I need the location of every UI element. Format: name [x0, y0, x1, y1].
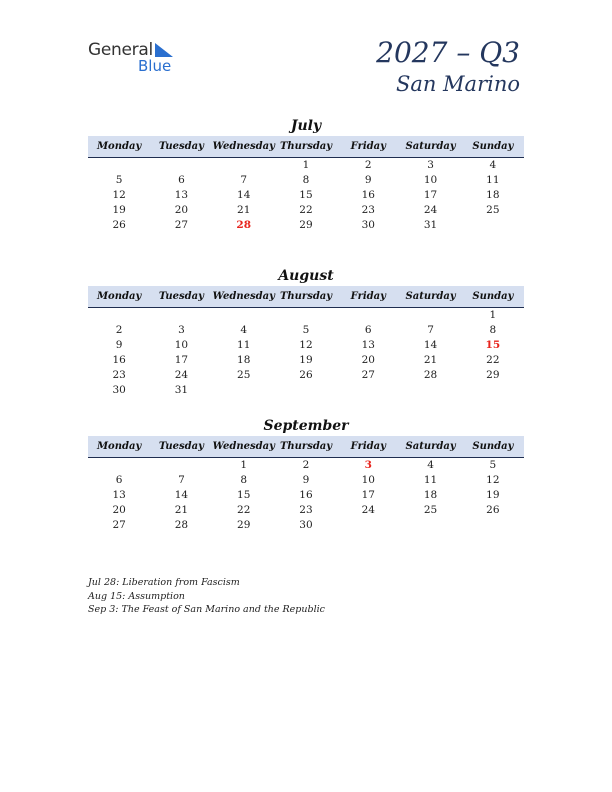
- day-cell: 28: [236, 219, 252, 231]
- weekday-label: Monday: [96, 141, 142, 152]
- day-cell: 21: [237, 204, 251, 216]
- day-cell: 2: [115, 324, 123, 336]
- weekday-header: [88, 136, 524, 158]
- day-cell: 5: [115, 174, 123, 186]
- day-cell: 14: [174, 489, 189, 501]
- day-cell: 25: [237, 369, 251, 381]
- week-row: [88, 458, 524, 473]
- day-cell: 5: [489, 459, 497, 471]
- week-row: [88, 158, 524, 173]
- day-cell: [337, 518, 399, 533]
- day-cell: 4: [489, 159, 497, 171]
- day-cell: 12: [486, 474, 500, 486]
- day-cell: 3: [427, 159, 434, 171]
- day-cell: 13: [112, 489, 126, 501]
- day-cell: 23: [112, 369, 126, 381]
- day-cell: 26: [486, 504, 500, 516]
- day-cell: 7: [240, 174, 248, 186]
- day-cell: [150, 458, 212, 473]
- day-cell: 22: [237, 504, 251, 516]
- day-cell: 16: [299, 489, 313, 501]
- day-cell: [88, 458, 150, 473]
- day-cell: [462, 518, 524, 533]
- day-cell: 17: [174, 354, 189, 366]
- day-cell: 30: [299, 519, 313, 531]
- day-cell: 30: [361, 219, 375, 231]
- day-cell: 18: [486, 189, 500, 201]
- day-cell: [337, 308, 399, 323]
- weekday-label: Saturday: [405, 291, 456, 302]
- weekday-label: Friday: [350, 141, 386, 152]
- day-cell: 26: [112, 219, 126, 231]
- day-cell: 21: [423, 354, 438, 366]
- logo-blue-text: Blue: [138, 57, 172, 75]
- day-cell: [213, 308, 275, 323]
- day-cell: [150, 308, 212, 323]
- day-cell: 22: [299, 204, 313, 216]
- day-cell: 10: [361, 474, 375, 486]
- day-cell: 29: [486, 369, 500, 381]
- day-cell: 28: [174, 519, 189, 531]
- day-cell: [213, 158, 275, 173]
- day-cell: 17: [361, 489, 375, 501]
- day-cell: 8: [302, 174, 310, 186]
- holiday-list: [88, 576, 325, 617]
- day-cell: 20: [112, 504, 126, 516]
- week-row: [88, 368, 524, 383]
- logo: [88, 40, 188, 76]
- day-cell: 26: [299, 369, 313, 381]
- week-row: [88, 383, 524, 398]
- day-cell: 24: [423, 204, 438, 216]
- day-cell: 21: [174, 504, 189, 516]
- day-cell: 10: [174, 339, 189, 351]
- month-august: [88, 266, 524, 398]
- day-cell: [275, 383, 337, 398]
- week-row: [88, 338, 524, 353]
- weekday-header: [88, 436, 524, 458]
- week-row: [88, 203, 524, 218]
- day-cell: 10: [423, 174, 438, 186]
- day-cell: 31: [174, 384, 189, 396]
- day-cell: 30: [112, 384, 126, 396]
- weekday-label: Friday: [350, 291, 386, 302]
- holiday-item: Jul 28: Liberation from Fascism: [88, 577, 240, 588]
- day-cell: 7: [178, 474, 185, 486]
- weekday-label: Saturday: [405, 441, 456, 452]
- month-name: August: [278, 268, 334, 284]
- day-cell: 19: [299, 354, 313, 366]
- day-cell: 31: [423, 219, 438, 231]
- day-cell: 5: [302, 324, 310, 336]
- weekday-label: Sunday: [472, 441, 514, 452]
- day-cell: 1: [489, 309, 497, 321]
- day-cell: 18: [423, 489, 438, 501]
- day-cell: 4: [427, 459, 434, 471]
- weekday-label: Monday: [96, 291, 142, 302]
- day-cell: [275, 308, 337, 323]
- day-cell: 9: [302, 474, 310, 486]
- day-cell: [462, 383, 524, 398]
- day-cell: 24: [174, 369, 189, 381]
- week-row: [88, 503, 524, 518]
- day-cell: 15: [299, 189, 313, 201]
- day-cell: 3: [178, 324, 185, 336]
- day-cell: 14: [237, 189, 251, 201]
- day-cell: 6: [178, 174, 185, 186]
- week-row: [88, 188, 524, 203]
- weekday-label: Wednesday: [212, 141, 275, 152]
- day-cell: 16: [361, 189, 375, 201]
- day-cell: 25: [486, 204, 500, 216]
- day-cell: 3: [364, 459, 372, 471]
- week-row: [88, 473, 524, 488]
- week-row: [88, 173, 524, 188]
- day-cell: 24: [361, 504, 375, 516]
- day-cell: 6: [115, 474, 123, 486]
- day-cell: 16: [112, 354, 126, 366]
- month-name: September: [263, 418, 349, 434]
- days-grid: [88, 458, 524, 533]
- day-cell: 8: [489, 324, 497, 336]
- weekday-label: Tuesday: [158, 441, 204, 452]
- day-cell: 20: [174, 204, 189, 216]
- day-cell: 15: [237, 489, 251, 501]
- weekday-label: Thursday: [279, 141, 333, 152]
- weekday-label: Sunday: [472, 141, 514, 152]
- day-cell: [88, 308, 150, 323]
- holiday-item: Aug 15: Assumption: [88, 590, 185, 602]
- day-cell: 1: [302, 159, 310, 171]
- day-cell: [213, 383, 275, 398]
- weekday-label: Sunday: [472, 291, 514, 302]
- day-cell: 23: [299, 504, 313, 516]
- day-cell: 15: [485, 339, 501, 351]
- day-cell: [399, 518, 461, 533]
- days-grid: [88, 158, 524, 233]
- day-cell: 12: [112, 189, 126, 201]
- day-cell: 19: [486, 489, 500, 501]
- day-cell: 2: [302, 459, 310, 471]
- weekday-label: Monday: [96, 441, 142, 452]
- day-cell: 29: [299, 219, 313, 231]
- week-row: [88, 518, 524, 533]
- week-row: [88, 488, 524, 503]
- day-cell: 19: [112, 204, 126, 216]
- day-cell: 11: [423, 474, 438, 486]
- day-cell: 29: [237, 519, 251, 531]
- weekday-label: Saturday: [405, 141, 456, 152]
- month-july: [88, 116, 524, 233]
- weekday-label: Wednesday: [212, 441, 275, 452]
- country-title: San Marino: [395, 72, 520, 96]
- quarter-title: 2027 – Q3: [376, 36, 520, 69]
- day-cell: 11: [237, 339, 251, 351]
- weekday-label: Tuesday: [158, 291, 204, 302]
- day-cell: 27: [361, 369, 375, 381]
- day-cell: 6: [364, 324, 372, 336]
- weekday-label: Wednesday: [212, 291, 275, 302]
- day-cell: [399, 383, 461, 398]
- day-cell: [462, 218, 524, 233]
- day-cell: 2: [364, 159, 372, 171]
- day-cell: 7: [427, 324, 434, 336]
- day-cell: 14: [423, 339, 438, 351]
- weekday-label: Friday: [350, 441, 386, 452]
- day-cell: 11: [486, 174, 500, 186]
- day-cell: 20: [361, 354, 375, 366]
- day-cell: [399, 308, 461, 323]
- week-row: [88, 218, 524, 233]
- logo-general-text: General: [88, 40, 153, 60]
- days-grid: [88, 308, 524, 398]
- weekday-label: Thursday: [279, 291, 333, 302]
- day-cell: 9: [364, 174, 372, 186]
- day-cell: 27: [174, 219, 189, 231]
- day-cell: 25: [423, 504, 438, 516]
- day-cell: 13: [361, 339, 375, 351]
- month-september: [88, 416, 524, 533]
- day-cell: 28: [423, 369, 438, 381]
- month-name: July: [290, 118, 322, 134]
- day-cell: 4: [240, 324, 248, 336]
- day-cell: [337, 383, 399, 398]
- page-title: [376, 36, 520, 98]
- day-cell: 1: [240, 459, 248, 471]
- day-cell: 9: [115, 339, 123, 351]
- day-cell: 8: [240, 474, 248, 486]
- week-row: [88, 308, 524, 323]
- holiday-item: Sep 3: The Feast of San Marino and the Republic: [88, 604, 325, 615]
- day-cell: 13: [174, 189, 189, 201]
- day-cell: 12: [299, 339, 313, 351]
- weekday-label: Thursday: [279, 441, 333, 452]
- weekday-header: [88, 286, 524, 308]
- day-cell: [88, 158, 150, 173]
- weekday-label: Tuesday: [158, 141, 204, 152]
- day-cell: 23: [361, 204, 375, 216]
- day-cell: 27: [112, 519, 126, 531]
- day-cell: [150, 158, 212, 173]
- week-row: [88, 323, 524, 338]
- day-cell: 17: [423, 189, 438, 201]
- day-cell: 18: [237, 354, 251, 366]
- day-cell: 22: [486, 354, 500, 366]
- week-row: [88, 353, 524, 368]
